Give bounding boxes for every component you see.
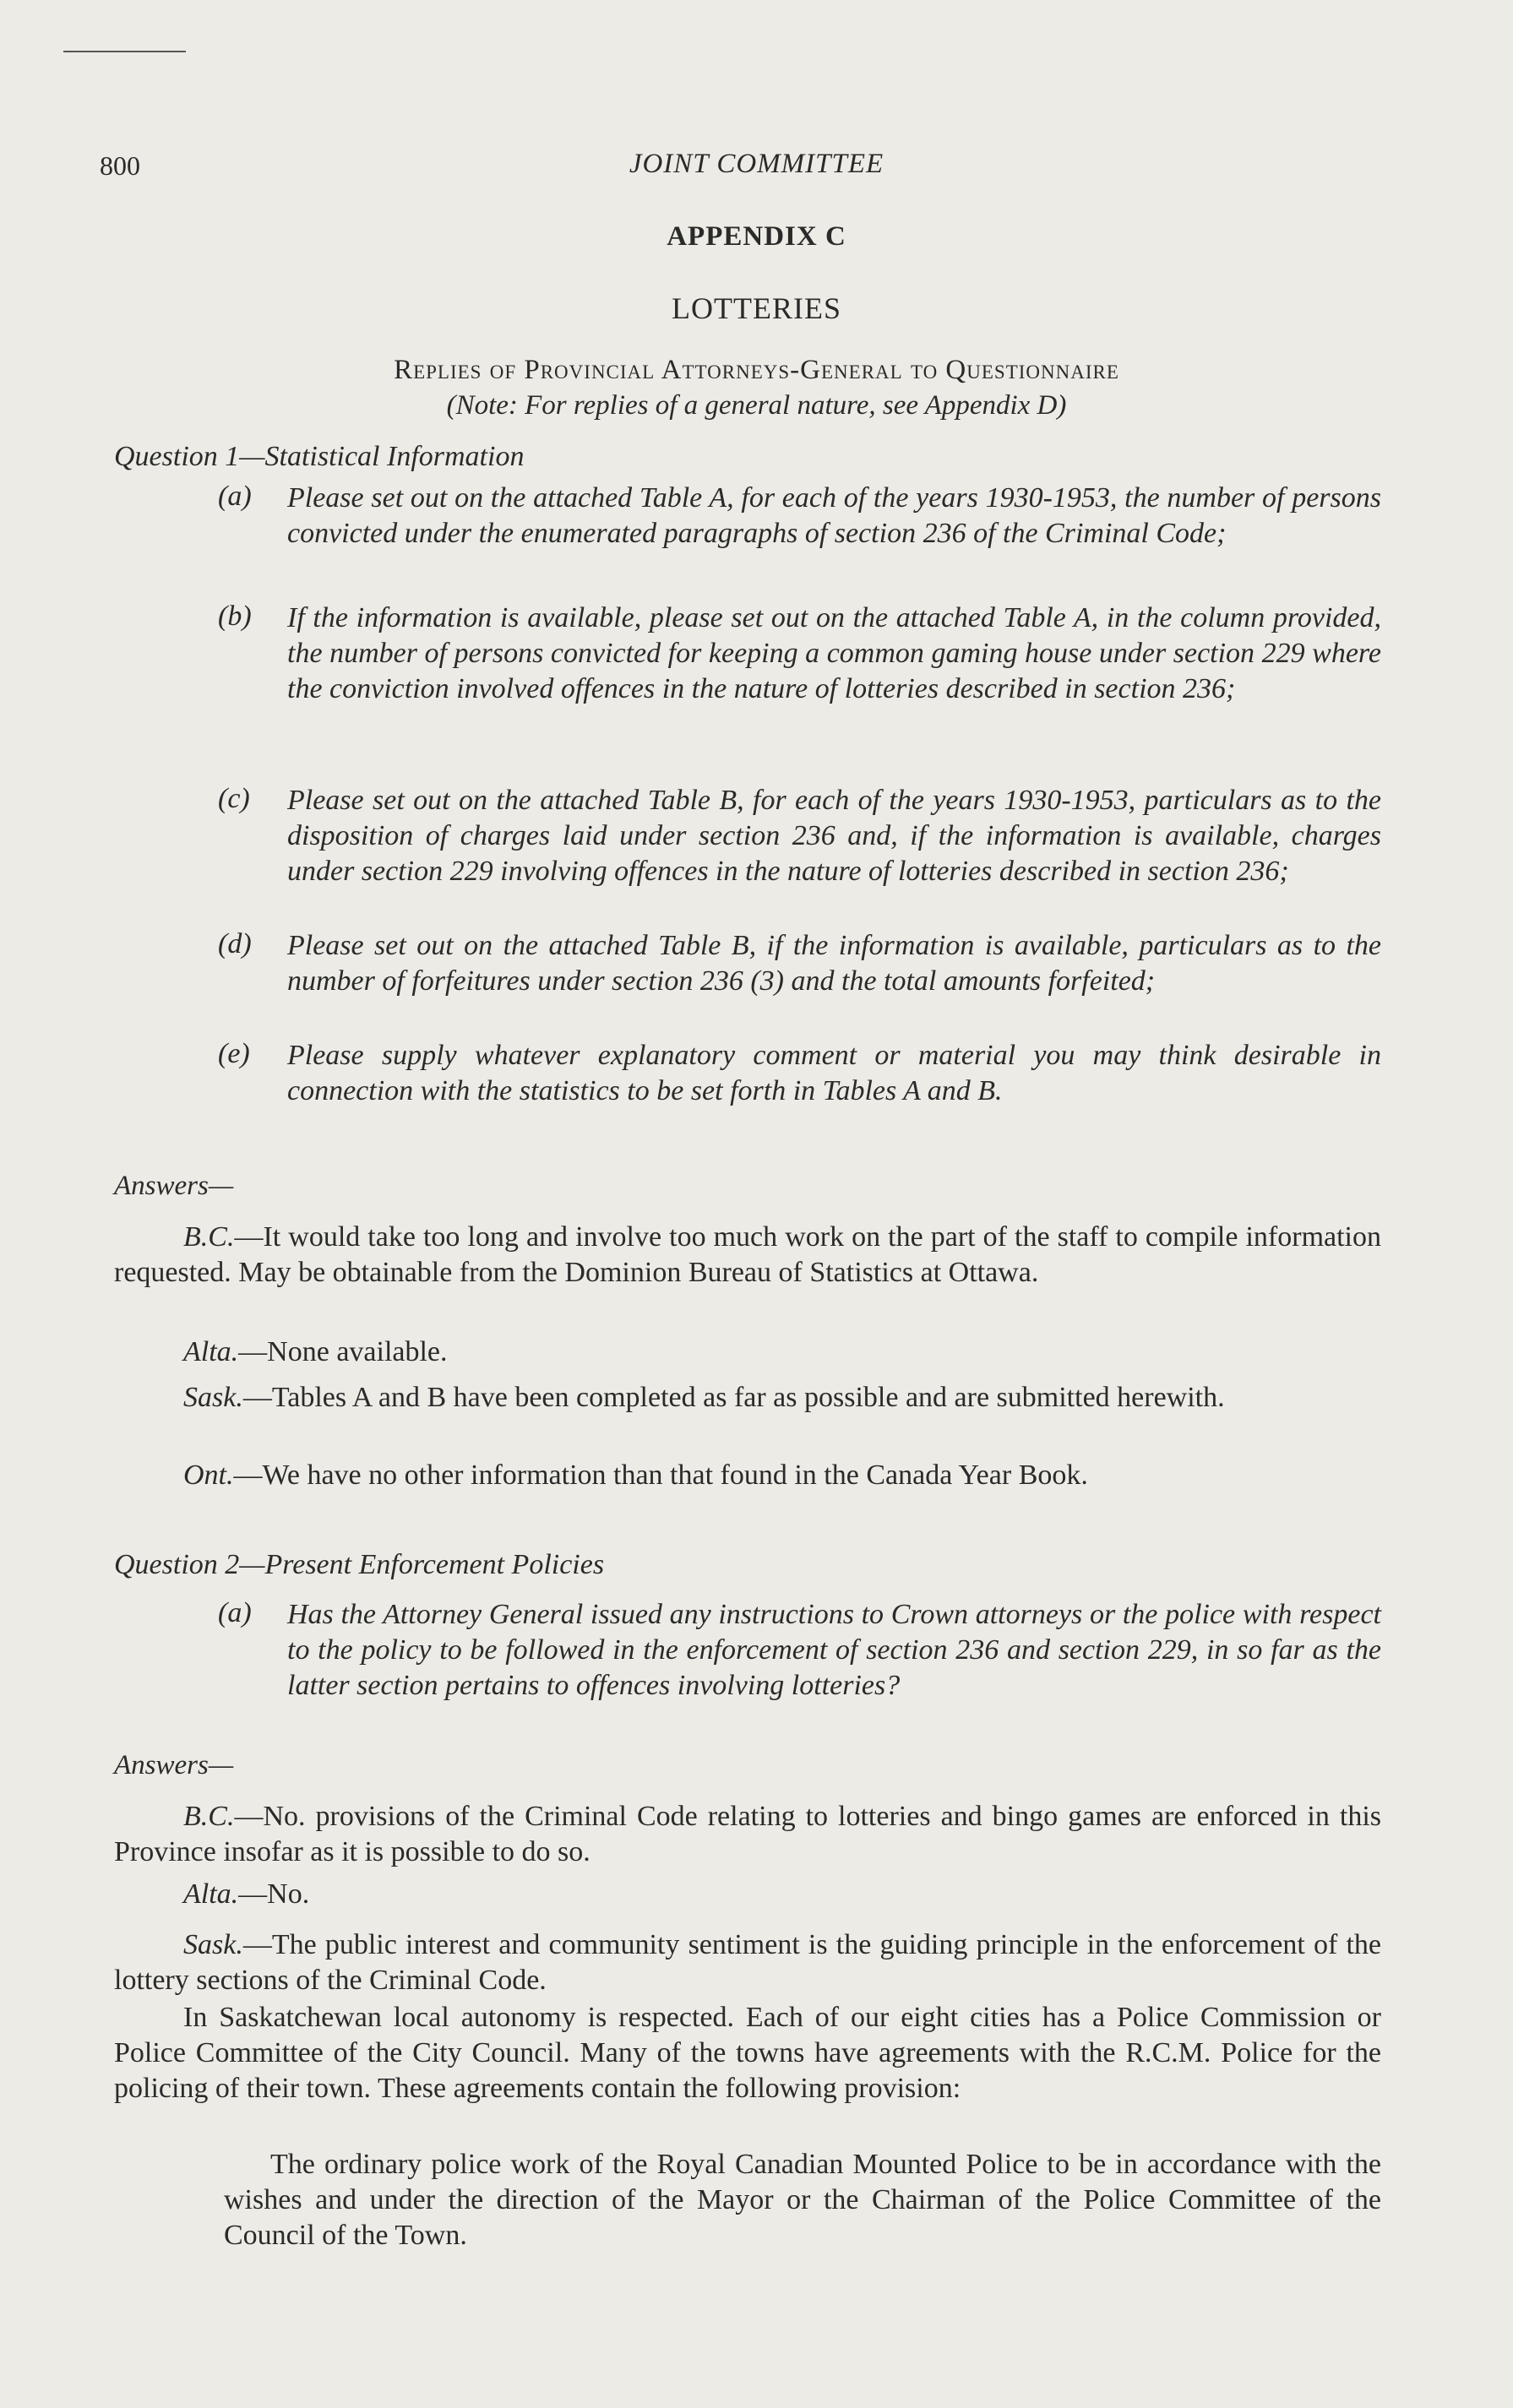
section-heading: Replies of Provincial Attorneys-General to Questionnaire <box>394 355 1119 385</box>
answer-text: —Tables A and B have been completed as far as possible and are submitted herewith. <box>242 1382 1225 1413</box>
q1-item-text: If the information is available, please set out on the attached Table A, in the column provided, the number of persons convicted for keeping a common gaming house under section 229 where the conviction involved offences in the nature of lotteries described in section 236; <box>287 602 1381 704</box>
answer-text: —It would take too long and involve too much work on the part of the staff to compile information requested. May be obtainable from the Dominion Bureau of Statistics at Ottawa. <box>114 1221 1381 1288</box>
answer-paragraph: In Saskatchewan local autonomy is respected. Each of our eight cities has a Police Commission or Police Committee of the City Council. Many of the towns have agreements with the R.C.M. Police for the policing of their town. These agreements contain the following provision: <box>114 2002 1381 2104</box>
answer-paragraph <box>114 1799 1381 1870</box>
q1-item-text: Please set out on the attached Table B, if the information is available, particulars as to the number of forfeitures under section 236 (3) and the total amounts forfeited; <box>287 930 1381 997</box>
running-head: JOINT COMMITTEE <box>629 149 884 179</box>
answers-label: Answers— <box>114 1750 234 1780</box>
note: (Note: For replies of a general nature, see Appendix D) <box>446 390 1067 421</box>
answer-paragraph <box>114 1334 1381 1370</box>
answer-paragraph <box>114 1380 1381 1416</box>
q1-item-label: (b) <box>218 601 252 632</box>
appendix-label: APPENDIX C <box>667 221 846 252</box>
question-2-title: Question 2—Present Enforcement Policies <box>114 1549 605 1580</box>
answer-paragraph <box>114 1927 1381 1998</box>
question-1-title: Question 1—Statistical Information <box>114 441 525 472</box>
answer-paragraph <box>114 1220 1381 1291</box>
province-label: Alta. <box>183 1878 239 1910</box>
province-label: Sask. <box>183 1382 243 1413</box>
page-number: 800 <box>100 150 140 181</box>
answer-paragraph <box>114 1458 1381 1493</box>
answer-text: —We have no other information than that found in the Canada Year Book. <box>233 1459 1088 1491</box>
q2-item-label: (a) <box>218 1597 252 1628</box>
answer-text: —The public interest and community sentiment is the guiding principle in the enforcement of the lottery sections of the Criminal Code. <box>114 1929 1381 1996</box>
q1-item-label: (a) <box>218 481 252 512</box>
answer-paragraph <box>114 1877 1381 1912</box>
quoted-provision: The ordinary police work of the Royal Canadian Mounted Police to be in accordance with the wishes and under the direction of the Mayor or the Chairman of the Police Committee of the Council of the Town. <box>224 2149 1381 2251</box>
province-label: Sask. <box>183 1929 243 1960</box>
q1-item-text: Please supply whatever explanatory comment or material you may think desirable in connection with the statistics to be set forth in Tables A and B. <box>287 1040 1381 1106</box>
answers-label: Answers— <box>114 1171 234 1201</box>
q1-item-label: (e) <box>218 1038 250 1069</box>
q1-item-label: (d) <box>218 928 252 959</box>
top-rule <box>63 51 186 52</box>
province-label: B.C. <box>183 1221 235 1253</box>
q2-item-text: Has the Attorney General issued any instructions to Crown attorneys or the police with respect to the policy to be followed in the enforcement of section 236 and section 229, in so far as the latter section pertains to offences involving lotteries? <box>287 1599 1381 1701</box>
q1-item-label: (c) <box>218 783 250 814</box>
province-label: B.C. <box>183 1801 235 1832</box>
answer-text: —No. provisions of the Criminal Code relating to lotteries and bingo games are enforced in this Province insofar as it is possible to do so. <box>114 1801 1381 1867</box>
subject-title: LOTTERIES <box>672 291 841 325</box>
answer-text: —None available. <box>238 1336 448 1367</box>
province-label: Ont. <box>183 1459 234 1491</box>
province-label: Alta. <box>183 1336 239 1367</box>
answer-text: —No. <box>238 1878 310 1910</box>
q1-item-text: Please set out on the attached Table A, for each of the years 1930-1953, the number of persons convicted under the enumerated paragraphs of section 236 of the Criminal Code; <box>287 482 1381 549</box>
q1-item-text: Please set out on the attached Table B, for each of the years 1930-1953, particulars as to the disposition of charges laid under section 236 and, if the information is available, charges under section 229 involving offences in the nature of lotteries described in section 236; <box>287 785 1381 887</box>
